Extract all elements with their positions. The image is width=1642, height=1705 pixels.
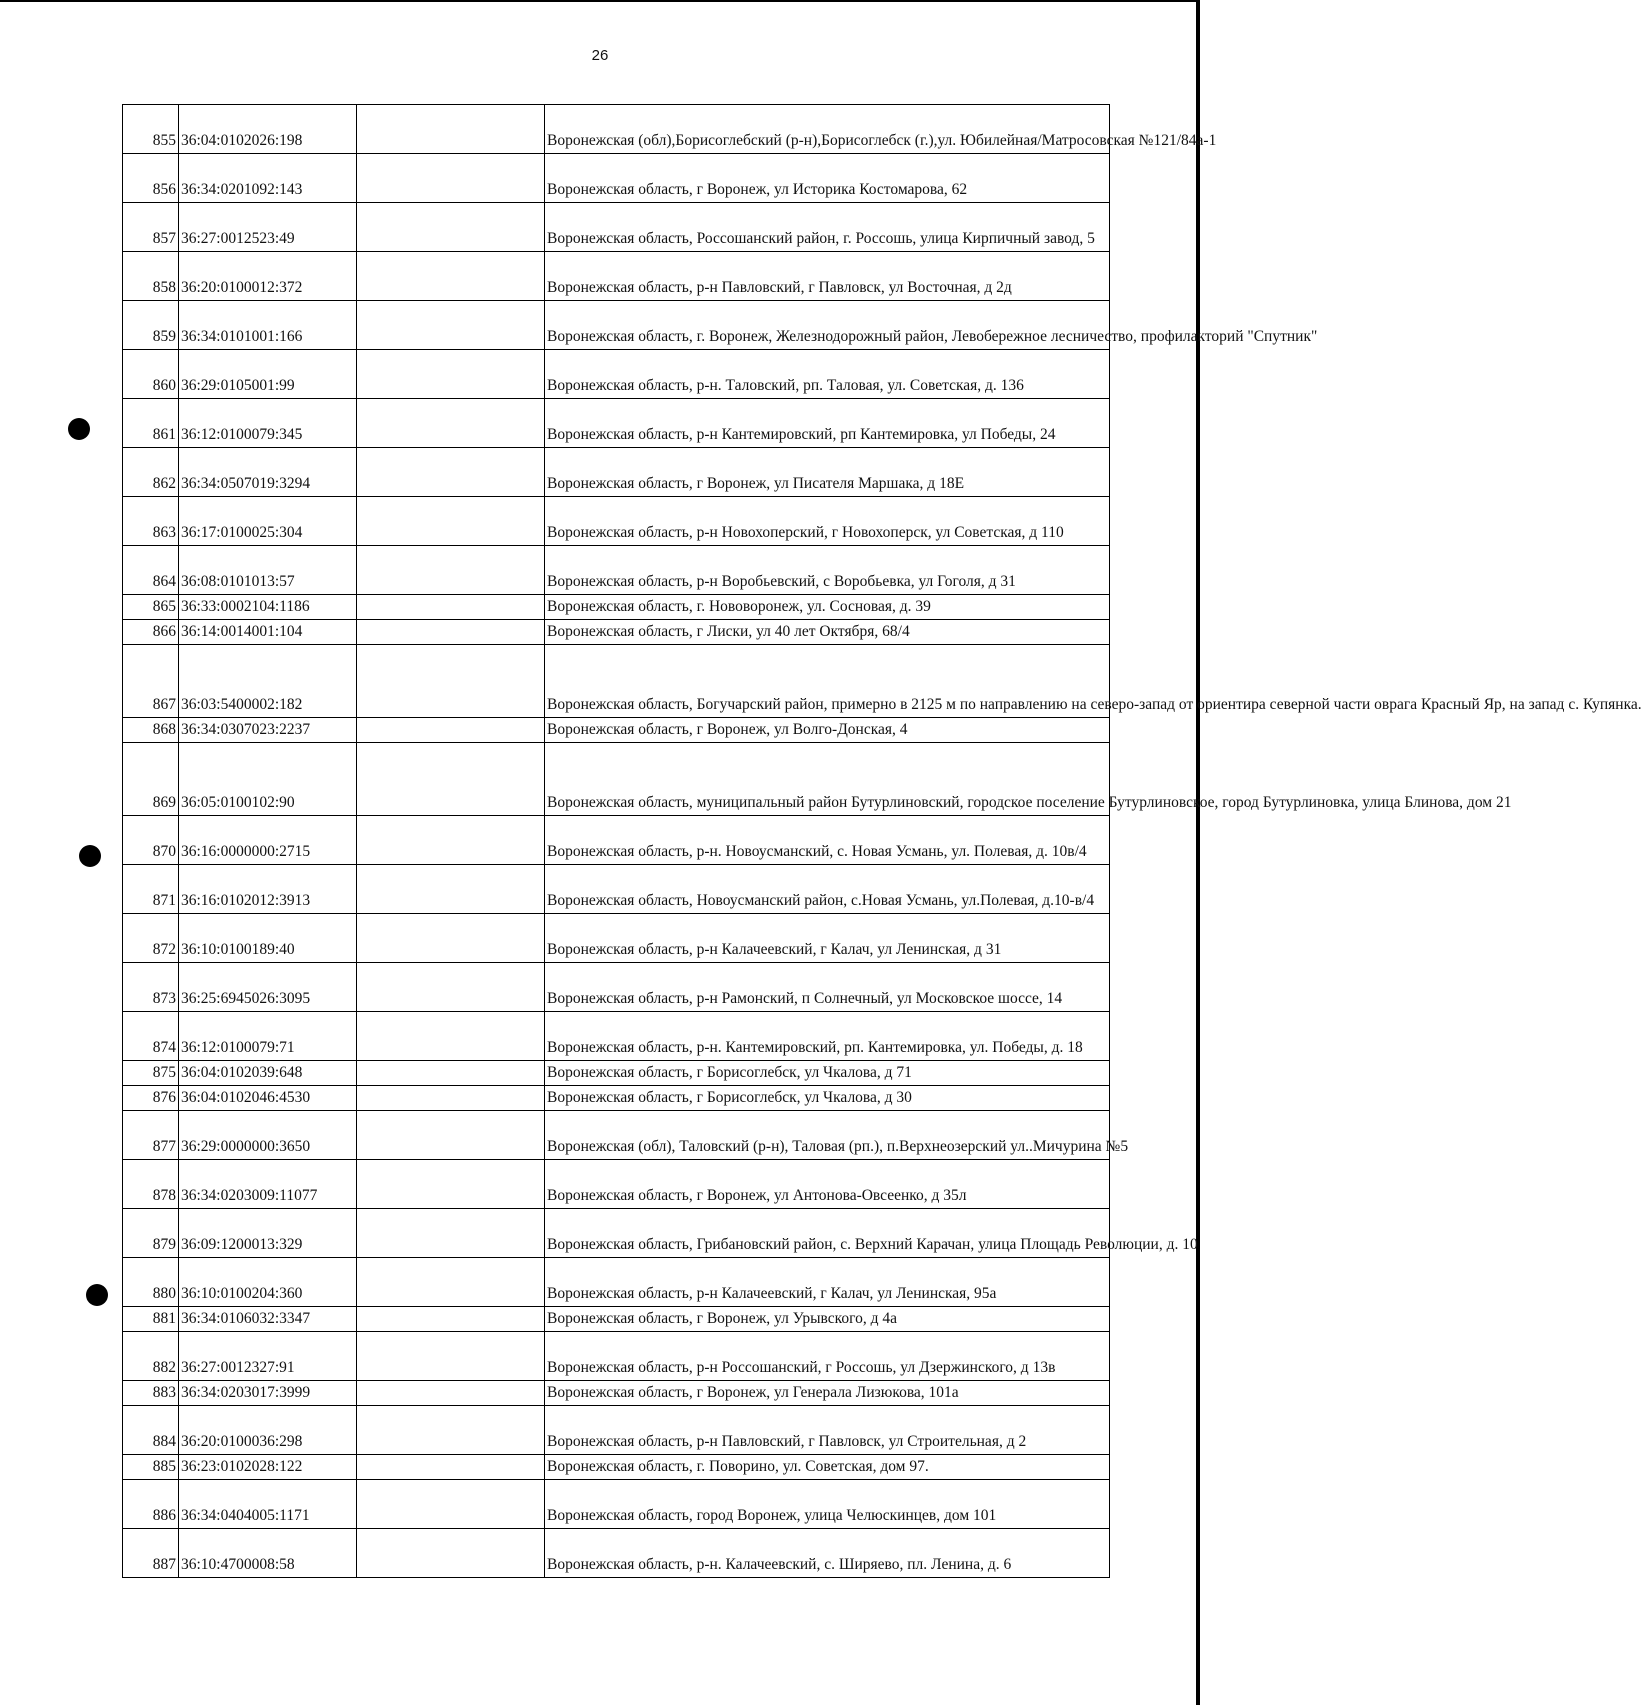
cadastral-number: 36:20:0100036:298 (179, 1406, 357, 1455)
table-row (123, 1480, 1110, 1529)
cadastral-number: 36:04:0102026:198 (179, 105, 357, 154)
address-cell: Воронежская область, г Борисоглебск, ул Чкалова, д 71 (545, 1061, 1110, 1086)
table-row (123, 914, 1110, 963)
address-cell: Воронежская область, р-н. Калачеевский, с. Ширяево, пл. Ленина, д. 6 (545, 1529, 1110, 1578)
empty-cell (357, 1111, 545, 1160)
row-number: 856 (123, 154, 179, 203)
empty-cell (357, 1086, 545, 1111)
empty-cell (357, 1012, 545, 1061)
page-number: 26 (591, 47, 609, 64)
empty-cell (357, 816, 545, 865)
cadastral-number: 36:16:0102012:3913 (179, 865, 357, 914)
table-row (123, 399, 1110, 448)
empty-cell (357, 203, 545, 252)
empty-cell (357, 497, 545, 546)
empty-cell (357, 1455, 545, 1480)
cadastral-number: 36:20:0100012:372 (179, 252, 357, 301)
table-row (123, 1160, 1110, 1209)
row-number: 882 (123, 1332, 179, 1381)
table-row (123, 448, 1110, 497)
address-cell: Воронежская область, г Лиски, ул 40 лет Октября, 68/4 (545, 620, 1110, 645)
row-number: 861 (123, 399, 179, 448)
table-row (123, 620, 1110, 645)
empty-cell (357, 963, 545, 1012)
row-number: 878 (123, 1160, 179, 1209)
table-row (123, 1307, 1110, 1332)
row-number: 886 (123, 1480, 179, 1529)
address-cell: Воронежская область, муниципальный район Бутурлиновский, городское поселение Бутурлиновское, город Бутурлиновка, улица Блинова, дом 21 (545, 743, 1110, 816)
empty-cell (357, 546, 545, 595)
address-cell: Воронежская область, р-н Калачеевский, г Калач, ул Ленинская, 95а (545, 1258, 1110, 1307)
cadastral-number: 36:34:0404005:1171 (179, 1480, 357, 1529)
cadastral-number: 36:09:1200013:329 (179, 1209, 357, 1258)
cadastral-number: 36:23:0102028:122 (179, 1455, 357, 1480)
cadastral-number: 36:25:6945026:3095 (179, 963, 357, 1012)
row-number: 855 (123, 105, 179, 154)
cadastral-number: 36:17:0100025:304 (179, 497, 357, 546)
address-cell: Воронежская область, Богучарский район, примерно в 2125 м по направлению на северо-запад от ориентира северной части оврага Красный Яр, на запад с. Купянка. (545, 645, 1110, 718)
table-row (123, 816, 1110, 865)
empty-cell (357, 399, 545, 448)
address-cell: Воронежская область, г Воронеж, ул Генерала Лизюкова, 101а (545, 1381, 1110, 1406)
empty-cell (357, 448, 545, 497)
row-number: 864 (123, 546, 179, 595)
table-row (123, 718, 1110, 743)
cadastral-number: 36:04:0102046:4530 (179, 1086, 357, 1111)
address-cell: Воронежская область, г. Нововоронеж, ул. Сосновая, д. 39 (545, 595, 1110, 620)
address-cell: Воронежская область, Грибановский район, с. Верхний Карачан, улица Площадь Революции, д. 10 (545, 1209, 1110, 1258)
row-number: 863 (123, 497, 179, 546)
row-number: 857 (123, 203, 179, 252)
cadastral-number: 36:34:0106032:3347 (179, 1307, 357, 1332)
table-row (123, 645, 1110, 718)
address-cell: Воронежская область, Новоусманский район, с.Новая Усмань, ул.Полевая, д.10-в/4 (545, 865, 1110, 914)
punch-hole-mark (79, 845, 101, 867)
cadastral-number: 36:29:0105001:99 (179, 350, 357, 399)
address-cell: Воронежская область, р-н. Таловский, рп. Таловая, ул. Советская, д. 136 (545, 350, 1110, 399)
address-cell: Воронежская область, г Борисоглебск, ул Чкалова, д 30 (545, 1086, 1110, 1111)
row-number: 860 (123, 350, 179, 399)
table-row (123, 1258, 1110, 1307)
cadastral-number: 36:34:0101001:166 (179, 301, 357, 350)
table-row (123, 105, 1110, 154)
empty-cell (357, 1307, 545, 1332)
empty-cell (357, 645, 545, 718)
cadastral-number: 36:08:0101013:57 (179, 546, 357, 595)
empty-cell (357, 1061, 545, 1086)
row-number: 875 (123, 1061, 179, 1086)
table-row (123, 1111, 1110, 1160)
empty-cell (357, 1529, 545, 1578)
empty-cell (357, 301, 545, 350)
empty-cell (357, 1381, 545, 1406)
address-cell: Воронежская область, р-н Воробьевский, с Воробьевка, ул Гоголя, д 31 (545, 546, 1110, 595)
address-cell: Воронежская область, г Воронеж, ул Писателя Маршака, д 18Е (545, 448, 1110, 497)
address-cell: Воронежская область, г Воронеж, ул Историка Костомарова, 62 (545, 154, 1110, 203)
cadastral-registry-table (122, 104, 1642, 1578)
empty-cell (357, 1480, 545, 1529)
address-cell: Воронежская область, р-н Павловский, г Павловск, ул Строительная, д 2 (545, 1406, 1110, 1455)
cadastral-number: 36:10:0100189:40 (179, 914, 357, 963)
empty-cell (357, 154, 545, 203)
row-number: 880 (123, 1258, 179, 1307)
table-row (123, 1086, 1110, 1111)
address-cell: Воронежская область, р-н. Кантемировский, рп. Кантемировка, ул. Победы, д. 18 (545, 1012, 1110, 1061)
row-number: 866 (123, 620, 179, 645)
cadastral-number: 36:34:0201092:143 (179, 154, 357, 203)
empty-cell (357, 914, 545, 963)
row-number: 881 (123, 1307, 179, 1332)
table-row (123, 1332, 1110, 1381)
cadastral-number: 36:10:4700008:58 (179, 1529, 357, 1578)
table-row (123, 1209, 1110, 1258)
row-number: 858 (123, 252, 179, 301)
table-row (123, 497, 1110, 546)
table-row (123, 963, 1110, 1012)
address-cell: Воронежская область, р-н Кантемировский, рп Кантемировка, ул Победы, 24 (545, 399, 1110, 448)
table-row (123, 865, 1110, 914)
cadastral-number: 36:05:0100102:90 (179, 743, 357, 816)
cadastral-number: 36:29:0000000:3650 (179, 1111, 357, 1160)
cadastral-number: 36:34:0203009:11077 (179, 1160, 357, 1209)
empty-cell (357, 1332, 545, 1381)
row-number: 873 (123, 963, 179, 1012)
table-row (123, 743, 1110, 816)
table-row (123, 301, 1110, 350)
row-number: 862 (123, 448, 179, 497)
address-cell: Воронежская область, г Воронеж, ул Антонова-Овсеенко, д 35л (545, 1160, 1110, 1209)
address-cell: Воронежская область, город Воронеж, улица Челюскинцев, дом 101 (545, 1480, 1110, 1529)
cadastral-number: 36:33:0002104:1186 (179, 595, 357, 620)
address-cell: Воронежская область, г Воронеж, ул Урывского, д 4а (545, 1307, 1110, 1332)
address-cell: Воронежская область, р-н. Новоусманский, с. Новая Усмань, ул. Полевая, д. 10в/4 (545, 816, 1110, 865)
cadastral-number: 36:14:0014001:104 (179, 620, 357, 645)
table-row (123, 1012, 1110, 1061)
empty-cell (357, 1258, 545, 1307)
row-number: 871 (123, 865, 179, 914)
address-cell: Воронежская область, г Воронеж, ул Волго-Донская, 4 (545, 718, 1110, 743)
cadastral-number: 36:34:0307023:2237 (179, 718, 357, 743)
cadastral-number: 36:12:0100079:71 (179, 1012, 357, 1061)
cadastral-number: 36:12:0100079:345 (179, 399, 357, 448)
row-number: 867 (123, 645, 179, 718)
cadastral-number: 36:34:0203017:3999 (179, 1381, 357, 1406)
table-row (123, 203, 1110, 252)
table-row (123, 350, 1110, 399)
table-row (123, 546, 1110, 595)
cadastral-number: 36:34:0507019:3294 (179, 448, 357, 497)
empty-cell (357, 620, 545, 645)
row-number: 872 (123, 914, 179, 963)
address-cell: Воронежская область, г. Воронеж, Железнодорожный район, Левобережное лесничество, профилакторий "Спутник" (545, 301, 1110, 350)
empty-cell (357, 1406, 545, 1455)
row-number: 859 (123, 301, 179, 350)
address-cell: Воронежская область, р-н Рамонский, п Солнечный, ул Московское шоссе, 14 (545, 963, 1110, 1012)
punch-hole-mark (68, 418, 90, 440)
empty-cell (357, 743, 545, 816)
row-number: 868 (123, 718, 179, 743)
cadastral-number: 36:27:0012327:91 (179, 1332, 357, 1381)
row-number: 879 (123, 1209, 179, 1258)
empty-cell (357, 1160, 545, 1209)
empty-cell (357, 252, 545, 301)
cadastral-number: 36:03:5400002:182 (179, 645, 357, 718)
empty-cell (357, 350, 545, 399)
table-row (123, 154, 1110, 203)
table-row (123, 1061, 1110, 1086)
row-number: 887 (123, 1529, 179, 1578)
table-row (123, 1529, 1110, 1578)
table-row (123, 252, 1110, 301)
address-cell: Воронежская область, р-н Павловский, г Павловск, ул Восточная, д 2д (545, 252, 1110, 301)
row-number: 876 (123, 1086, 179, 1111)
cadastral-number: 36:10:0100204:360 (179, 1258, 357, 1307)
row-number: 869 (123, 743, 179, 816)
table-row (123, 1381, 1110, 1406)
row-number: 885 (123, 1455, 179, 1480)
row-number: 884 (123, 1406, 179, 1455)
table-row (123, 595, 1110, 620)
address-cell: Воронежская область, р-н Россошанский, г Россошь, ул Дзержинского, д 13в (545, 1332, 1110, 1381)
row-number: 870 (123, 816, 179, 865)
empty-cell (357, 1209, 545, 1258)
cadastral-number: 36:04:0102039:648 (179, 1061, 357, 1086)
cadastral-number: 36:16:0000000:2715 (179, 816, 357, 865)
row-number: 865 (123, 595, 179, 620)
empty-cell (357, 595, 545, 620)
empty-cell (357, 865, 545, 914)
address-cell: Воронежская (обл), Таловский (р-н), Таловая (рп.), п.Верхнеозерский ул..Мичурина №5 (545, 1111, 1110, 1160)
empty-cell (357, 718, 545, 743)
row-number: 883 (123, 1381, 179, 1406)
address-cell: Воронежская область, р-н Новохоперский, г Новохоперск, ул Советская, д 110 (545, 497, 1110, 546)
table-row (123, 1406, 1110, 1455)
punch-hole-mark (86, 1284, 108, 1306)
address-cell: Воронежская область, р-н Калачеевский, г Калач, ул Ленинская, д 31 (545, 914, 1110, 963)
row-number: 877 (123, 1111, 179, 1160)
table-row (123, 1455, 1110, 1480)
address-cell: Воронежская область, Россошанский район, г. Россошь, улица Кирпичный завод, 5 (545, 203, 1110, 252)
row-number: 874 (123, 1012, 179, 1061)
cadastral-number: 36:27:0012523:49 (179, 203, 357, 252)
address-cell: Воронежская область, г. Поворино, ул. Советская, дом 97. (545, 1455, 1110, 1480)
empty-cell (357, 105, 545, 154)
address-cell: Воронежская (обл),Борисоглебский (р-н),Борисоглебск (г.),ул. Юбилейная/Матросовская №121/84а-1 (545, 105, 1110, 154)
